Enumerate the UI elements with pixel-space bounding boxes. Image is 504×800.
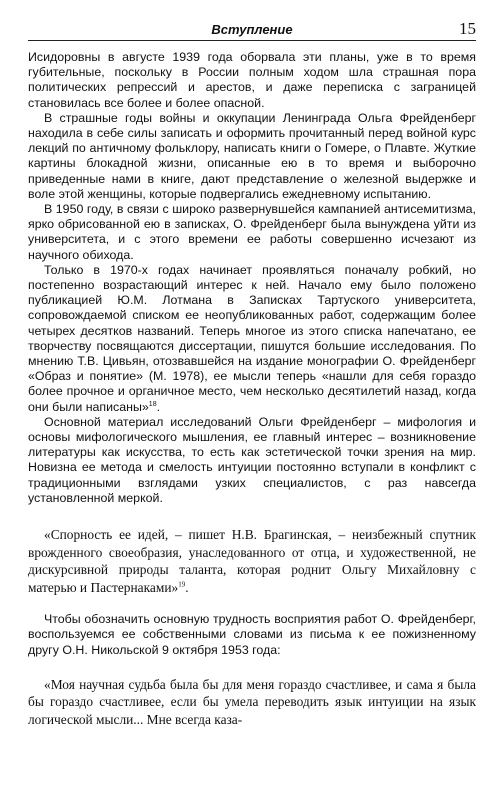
quote-1-text: «Спорность ее идей, – пишет Н.В. Брагинская, – неизбежный спутник врожденного своеобразия, унаследованного от отца, и художественной, не дискурсивной природы таланта, которая роднит Ольгу Михайловну с матерью и Пастернаками» (28, 527, 476, 595)
footnote-mark-18: 18 (148, 400, 157, 408)
paragraph-4: Только в 1970-х годах начинает проявляться поначалу робкий, но постепенно возрастающий интерес к ней. Начало ему было положено публикацией Ю.М. Лотмана в Записках Тартуского университета, сопровождаемой списком ее неопубликованных работ, содержащим более четырех десятков названий. Теперь многое из этого списка напечатано, ее творчеству посвящаются диссертации, пишутся большие исследования. По мнению Т.В. Цивьян, отозвавшейся на издание монографии О. Фрейденберг «Образ и понятие» (М. 1978), ее мысли теперь «нашли для себя гораздо более прочное и органичное место, чем несколько десятилетий назад, когда они были написаны»$^{18}$. (28, 262, 476, 414)
block-quote-1: «Спорность ее идей, – пишет Н.В. Брагинская, – неизбежный спутник врожденного своеобразия, унаследованного от отца, и художественной, не дискурсивной природы таланта, которая роднит Ольгу Михайловну с матерью и Пастернаками»$^{19}$. (28, 527, 476, 595)
block-quote-2: «Моя научная судьба была бы для меня гораздо счастливее, и сама я была бы гораздо счастливее, если бы умела переводить язык интуиции на язык логической мысли... Мне всегда каза- (28, 676, 476, 727)
footnote-mark-19: 19 (178, 580, 186, 589)
main-text-continued (28, 612, 476, 658)
main-text (28, 50, 476, 506)
running-header (28, 18, 476, 41)
paragraph-6: Чтобы обозначить основную трудность восприятия работ О. Фрейденберг, воспользуемся ее собственными словами из письма к ее пожизненному другу О.Н. Никольской 9 октября 1953 года: (28, 612, 476, 657)
paragraph-1: Исидоровны в августе 1939 года оборвала эти планы, уже в то время губительные, поскольку в России полным ходом шла страшная пора политических репрессий и арестов, и даже переписка с заграницей становилась все более и более опасной. (28, 50, 476, 110)
paragraph-5: Основной материал исследований Ольги Фрейденберг – мифология и основы мифологического мышления, ее главный интерес – возникновение литературы как искусства, то есть как эстетической точки зрения на мир. Новизна ее метода и смелость интуиции постоянно вступали в конфликт с традиционными взглядами узких специалистов, с раз навсегда установленной меркой. (28, 414, 476, 505)
page-number: 15 (459, 19, 476, 38)
paragraph-4-text: Только в 1970-х годах начинает проявляться поначалу робкий, но постепенно возрастающий интерес к ней. Начало ему было положено публикацией Ю.М. Лотмана в Записках Тартуского университета, сопровождаемой списком ее неопубликованных работ, содержащим более четырех десятков названий. Теперь многое из этого списка напечатано, ее творчеству посвящаются диссертации, пишутся большие исследования. По мнению Т.В. Цивьян, отозвавшейся на издание монографии О. Фрейденберг «Образ и понятие» (М. 1978), ее мысли теперь «нашли для себя гораздо более прочное и органичное место, чем несколько десятилетий назад, когда они были написаны» (28, 262, 476, 414)
paragraph-2: В страшные годы войны и оккупации Ленинграда Ольга Фрейденберг находила в себе силы записать и оформить прочитанный перед войной курс лекций по античному фольклору, написать книги о Гомере, о Плавте. Жуткие картины блокадной жизни, описанные ею в то время и выборочно приведенные нами в книге, дают представление о железной выдержке и воле этой женщины, которые подвергались ежедневному испытанию. (28, 110, 476, 201)
chapter-title: Вступление (211, 22, 293, 37)
book-page (28, 18, 476, 744)
paragraph-3: В 1950 году, в связи с широко развернувшейся кампанией антисемитизма, ярко обрисованной ею в записках, О. Фрейденберг была вынуждена уйти из университета, и с этого времени ее работы совершенно исчезают из научного обихода. (28, 202, 476, 262)
